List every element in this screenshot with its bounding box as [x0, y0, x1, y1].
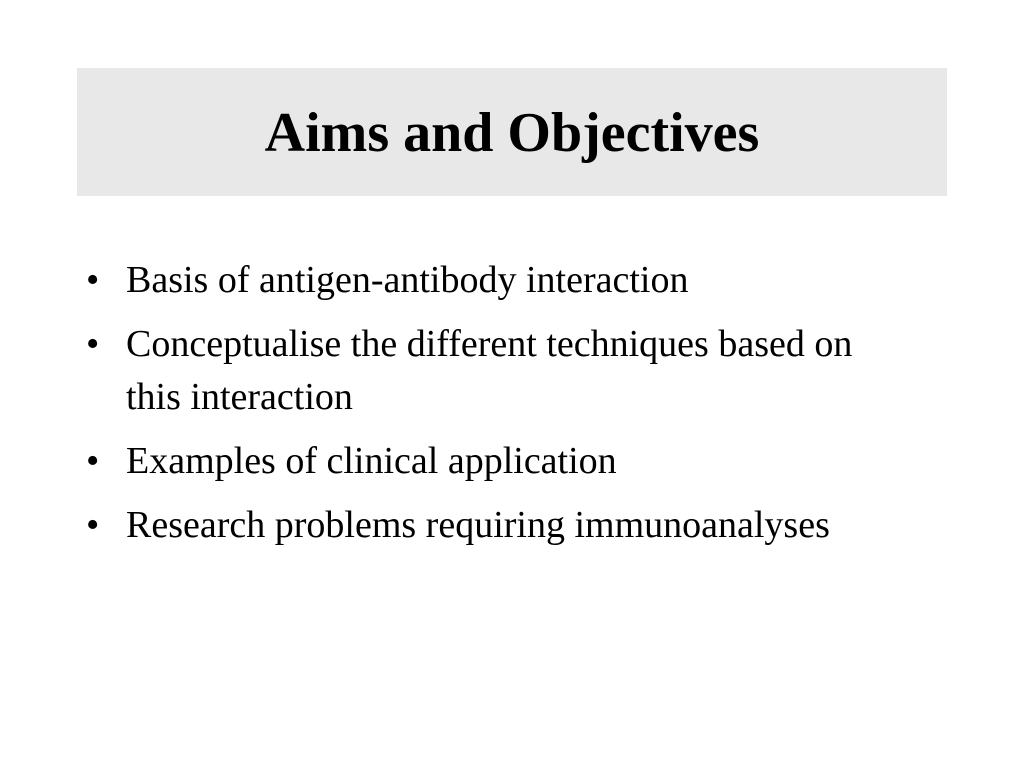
bullet-icon: •: [86, 259, 100, 301]
slide-title: Aims and Objectives: [264, 102, 760, 164]
bullet-item: [86, 435, 906, 488]
bullet-icon: •: [86, 440, 100, 482]
bullet-text: Examples of clinical application: [126, 440, 617, 482]
bullet-list: [86, 254, 906, 563]
bullet-text: Research problems requiring immunoanalyses: [126, 504, 830, 546]
bullet-text: Conceptualise the different techniques based on this interaction: [126, 323, 853, 418]
bullet-item: [86, 254, 906, 307]
bullet-icon: •: [86, 323, 100, 365]
bullet-item: [86, 318, 906, 424]
bullet-item: [86, 499, 906, 552]
title-box: [77, 68, 947, 196]
bullet-icon: •: [86, 504, 100, 546]
bullet-text: Basis of antigen-antibody interaction: [126, 259, 689, 301]
